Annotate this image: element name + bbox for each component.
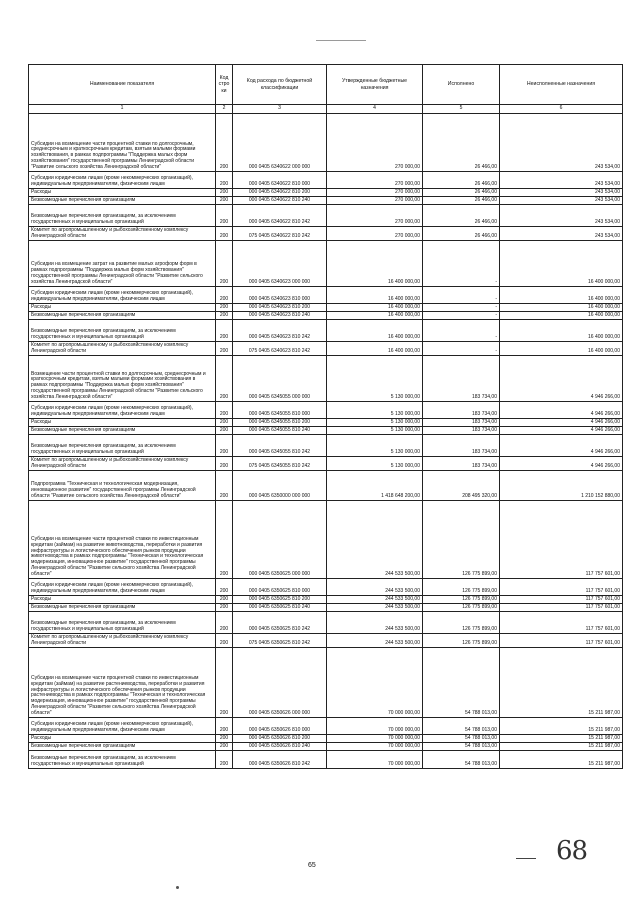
row-name: Безвозмездные перечисления организациям [29,312,216,320]
row-name: Безвозмездные перечисления организациям, за исключением государственных и муниципальных организаций [29,751,216,769]
row-approved: 70 000 000,00 [327,648,423,718]
row-executed: 54 788 013,00 [423,718,500,735]
col-number: 4 [327,105,423,114]
row-unexecuted: 15 211 987,00 [500,648,623,718]
row-unexecuted: 243 534,00 [500,197,623,205]
row-unexecuted: 16 400 000,00 [500,312,623,320]
row-name: Возмещение части процентной ставки по долгосрочным, среднесрочным и краткосрочным кредитам, взятым малыми формами хозяйствования в рамках подпрограммы "Поддержка малых форм хозяйствования" государственной программы Ленинградской области "Развитие сельского хозяйства Ленинградской области" [29,356,216,402]
row-unexecuted: 16 400 000,00 [500,287,623,304]
row-expense-code: 000 0405 6350625 810 240 [233,604,327,612]
row-approved: 70 000 000,00 [327,718,423,735]
row-name: Субсидии юридическим лицам (кроме некоммерческих организаций), индивидуальным предпринимателям, физическим лицам [29,718,216,735]
row-approved: 270 000,00 [327,197,423,205]
row-line-code: 200 [216,579,233,596]
row-unexecuted: 16 400 000,00 [500,320,623,342]
row-unexecuted: 117 757 601,00 [500,579,623,596]
row-expense-code: 075 0405 6350625 810 242 [233,634,327,648]
row-approved: 270 000,00 [327,172,423,189]
row-name: Расходы [29,735,216,743]
row-executed: 126 775 899,00 [423,501,500,579]
row-executed: - [423,312,500,320]
row-approved: 5 130 000,00 [327,402,423,419]
row-approved: 244 533 500,00 [327,604,423,612]
row-line-code: 200 [216,457,233,471]
header-unexecuted: Неисполненные назначения [500,65,623,105]
row-expense-code: 000 0405 6350626 810 200 [233,735,327,743]
table-row [29,612,623,634]
row-approved: 16 400 000,00 [327,304,423,312]
header-line-code: Код стро ки [216,65,233,105]
row-name: Комитет по агропромышленному и рыбохозяйственному комплексу Ленинградской области [29,634,216,648]
row-unexecuted: 243 534,00 [500,189,623,197]
row-expense-code: 000 0405 6340623 810 200 [233,304,327,312]
row-expense-code: 000 0405 6350625 810 242 [233,612,327,634]
row-unexecuted: 1 210 152 880,00 [500,471,623,501]
row-approved: 70 000 000,00 [327,743,423,751]
row-executed: 183 734,00 [423,419,500,427]
table-row [29,312,623,320]
col-number: 1 [29,105,216,114]
row-approved: 70 000 000,00 [327,735,423,743]
table-row [29,304,623,312]
row-executed: 54 788 013,00 [423,648,500,718]
table-row [29,356,623,402]
row-unexecuted: 4 946 266,00 [500,356,623,402]
table-row [29,241,623,287]
row-name: Безвозмездные перечисления организациям, за исключением государственных и муниципальных организаций [29,612,216,634]
row-name: Субсидии юридическим лицам (кроме некоммерческих организаций), индивидуальным предпринимателям, физическим лицам [29,579,216,596]
row-executed: - [423,342,500,356]
row-expense-code: 000 0405 6350625 810 200 [233,596,327,604]
row-name: Безвозмездные перечисления организациям [29,604,216,612]
row-expense-code: 000 0405 6350625 810 000 [233,579,327,596]
row-executed: 26 466,00 [423,114,500,172]
row-name: Субсидии на возмещение части процентной ставки по инвестиционным кредитам (займам) на развитие растениеводства, переработки и развития инфраструктуры и логистического обеспечения рынков продукции растениеводства в рамках подпрограммы "Техническая и технологическая модернизация, инновационное развитие" государственной программы Ленинградской области "Развитие сельского хозяйства Ленинградской области" [29,648,216,718]
row-expense-code: 000 0405 6340623 810 240 [233,312,327,320]
col-number: 6 [500,105,623,114]
row-unexecuted: 243 534,00 [500,227,623,241]
row-line-code: 200 [216,604,233,612]
row-line-code: 200 [216,287,233,304]
row-name: Расходы [29,189,216,197]
row-expense-code: 000 0405 6340622 810 200 [233,189,327,197]
row-line-code: 200 [216,205,233,227]
row-line-code: 200 [216,114,233,172]
header-executed: Исполнено [423,65,500,105]
row-expense-code: 000 0405 6340623 810 000 [233,287,327,304]
row-line-code: 200 [216,172,233,189]
row-approved: 70 000 000,00 [327,751,423,769]
row-expense-code: 000 0405 6345055 810 200 [233,419,327,427]
row-executed: 26 466,00 [423,197,500,205]
handwritten-page-stamp: 68 [556,836,588,866]
budget-execution-table [28,64,623,769]
row-unexecuted: 4 946 266,00 [500,402,623,419]
row-approved: 5 130 000,00 [327,457,423,471]
table-row [29,457,623,471]
row-line-code: 200 [216,648,233,718]
row-line-code: 200 [216,743,233,751]
row-expense-code: 000 0405 6345055 810 000 [233,402,327,419]
row-unexecuted: 15 211 987,00 [500,718,623,735]
row-approved: 16 400 000,00 [327,312,423,320]
row-executed: 208 495 320,00 [423,471,500,501]
row-name: Комитет по агропромышленному и рыбохозяйственному комплексу Ленинградской области [29,342,216,356]
row-approved: 16 400 000,00 [327,287,423,304]
row-unexecuted: 16 400 000,00 [500,342,623,356]
table-row [29,419,623,427]
table-row [29,579,623,596]
col-number: 3 [233,105,327,114]
row-approved: 244 533 500,00 [327,579,423,596]
row-expense-code: 075 0405 6345055 810 242 [233,457,327,471]
table-row [29,427,623,435]
page-number: 65 [308,862,316,869]
row-expense-code: 000 0405 6340623 000 000 [233,241,327,287]
table-row [29,751,623,769]
row-executed: 183 734,00 [423,402,500,419]
row-executed: 26 466,00 [423,205,500,227]
table-row [29,634,623,648]
row-name: Субсидии юридическим лицам (кроме некоммерческих организаций), индивидуальным предпринимателям, физическим лицам [29,287,216,304]
pen-mark [516,858,536,859]
row-name: Расходы [29,596,216,604]
row-expense-code: 000 0405 6350625 000 000 [233,501,327,579]
row-expense-code: 075 0405 6340622 810 242 [233,227,327,241]
row-name: Субсидии на возмещение затрат на развитие малых агроформ форм в рамках подпрограммы "Поддержка малых форм хозяйствования" государственной программы Ленинградской области "Развитие сельского хозяйства Ленинградской области" [29,241,216,287]
table-row [29,320,623,342]
row-executed: - [423,241,500,287]
row-name: Безвозмездные перечисления организациям [29,743,216,751]
col-number: 2 [216,105,233,114]
scan-speck [176,886,179,889]
column-number-row [29,105,623,114]
row-approved: 16 400 000,00 [327,342,423,356]
row-approved: 244 533 500,00 [327,634,423,648]
row-line-code: 200 [216,435,233,457]
table-row [29,648,623,718]
row-approved: 5 130 000,00 [327,356,423,402]
row-expense-code: 075 0405 6340623 810 242 [233,342,327,356]
row-line-code: 200 [216,189,233,197]
row-approved: 244 533 500,00 [327,612,423,634]
header-approved: Утвержденные бюджетные назначения [327,65,423,105]
row-unexecuted: 15 211 987,00 [500,743,623,751]
row-line-code: 200 [216,612,233,634]
row-line-code: 200 [216,471,233,501]
row-expense-code: 000 0405 6350626 810 242 [233,751,327,769]
row-unexecuted: 117 757 601,00 [500,612,623,634]
table-row [29,718,623,735]
row-approved: 5 130 000,00 [327,419,423,427]
row-expense-code: 000 0405 6340622 000 000 [233,114,327,172]
row-expense-code: 000 0405 6340622 810 242 [233,205,327,227]
row-unexecuted: 15 211 987,00 [500,735,623,743]
row-name: Подпрограмма "Техническая и технологическая модернизация, инновационное развитие" государственной программы Ленинградской области "Развитие сельского хозяйства Ленинградской области" [29,471,216,501]
row-approved: 5 130 000,00 [327,427,423,435]
row-name: Субсидии на возмещение части процентной ставки по инвестиционным кредитам (займам) на развитие животноводства, переработки и развития инфраструктуры и логистического обеспечения рынков продукции животноводства в рамках подпрограммы "Техническая и технологическая модернизация, инновационное развитие" государственной программы Ленинградской области "Развитие сельского хозяйства Ленинградской области" [29,501,216,579]
row-expense-code: 000 0405 6350626 810 240 [233,743,327,751]
row-unexecuted: 4 946 266,00 [500,435,623,457]
row-unexecuted: 4 946 266,00 [500,427,623,435]
row-line-code: 200 [216,320,233,342]
row-executed: 183 734,00 [423,356,500,402]
table-row [29,189,623,197]
row-executed: 54 788 013,00 [423,735,500,743]
row-line-code: 200 [216,304,233,312]
row-executed: - [423,304,500,312]
row-executed: 26 466,00 [423,189,500,197]
table-row [29,172,623,189]
row-executed: - [423,287,500,304]
row-name: Субсидии на возмещение части процентной ставки по долгосрочным, среднесрочным и краткосрочным кредитам, взятым малыми формами хозяйствования, в рамках подпрограммы "Поддержка малых форм хозяйствования" государственной программы Ленинградской области "Развитие сельского хозяйства Ленинградской области" [29,114,216,172]
row-name: Расходы [29,419,216,427]
row-executed: 183 734,00 [423,427,500,435]
table-row [29,197,623,205]
row-executed: 54 788 013,00 [423,751,500,769]
table-row [29,735,623,743]
row-line-code: 200 [216,312,233,320]
row-approved: 244 533 500,00 [327,596,423,604]
row-approved: 1 418 648 200,00 [327,471,423,501]
row-line-code: 200 [216,227,233,241]
row-executed: 26 466,00 [423,227,500,241]
table-row [29,205,623,227]
row-unexecuted: 117 757 601,00 [500,634,623,648]
row-line-code: 200 [216,197,233,205]
row-unexecuted: 16 400 000,00 [500,241,623,287]
table-row [29,743,623,751]
table-row [29,114,623,172]
row-executed: 126 775 899,00 [423,579,500,596]
row-line-code: 200 [216,241,233,287]
row-expense-code: 000 0405 6345055 000 000 [233,356,327,402]
row-unexecuted: 15 211 987,00 [500,751,623,769]
row-expense-code: 000 0405 6350626 000 000 [233,648,327,718]
table-row [29,604,623,612]
row-unexecuted: 117 757 601,00 [500,604,623,612]
row-approved: 16 400 000,00 [327,241,423,287]
row-executed: 126 775 899,00 [423,604,500,612]
row-approved: 270 000,00 [327,205,423,227]
row-unexecuted: 16 400 000,00 [500,304,623,312]
row-name: Расходы [29,304,216,312]
table-row [29,501,623,579]
row-unexecuted: 243 534,00 [500,205,623,227]
row-approved: 244 533 500,00 [327,501,423,579]
row-unexecuted: 243 534,00 [500,114,623,172]
row-executed: 26 466,00 [423,172,500,189]
row-line-code: 200 [216,718,233,735]
row-executed: 126 775 899,00 [423,612,500,634]
row-expense-code: 000 0405 6345055 810 240 [233,427,327,435]
row-name: Безвозмездные перечисления организациям, за исключением государственных и муниципальных организаций [29,320,216,342]
row-approved: 270 000,00 [327,114,423,172]
row-name: Безвозмездные перечисления организациям, за исключением государственных и муниципальных организаций [29,205,216,227]
row-executed: 183 734,00 [423,457,500,471]
row-line-code: 200 [216,735,233,743]
row-expense-code: 000 0405 6340622 810 240 [233,197,327,205]
row-approved: 270 000,00 [327,189,423,197]
row-executed: - [423,320,500,342]
row-executed: 126 775 899,00 [423,596,500,604]
table-row [29,596,623,604]
header-indicator-name: Наименование показателя [29,65,216,105]
row-name: Комитет по агропромышленному и рыбохозяйственному комплексу Ленинградской области [29,227,216,241]
row-line-code: 200 [216,427,233,435]
row-name: Комитет по агропромышленному и рыбохозяйственному комплексу Ленинградской области [29,457,216,471]
table-row [29,435,623,457]
table-row [29,287,623,304]
table-row [29,342,623,356]
header-row [29,65,623,105]
row-approved: 5 130 000,00 [327,435,423,457]
row-line-code: 200 [216,402,233,419]
row-expense-code: 000 0405 6350000 000 000 [233,471,327,501]
row-unexecuted: 117 757 601,00 [500,501,623,579]
row-line-code: 200 [216,596,233,604]
row-expense-code: 000 0405 6340622 810 000 [233,172,327,189]
row-line-code: 200 [216,342,233,356]
row-approved: 270 000,00 [327,227,423,241]
row-unexecuted: 4 946 266,00 [500,457,623,471]
row-unexecuted: 4 946 266,00 [500,419,623,427]
row-unexecuted: 117 757 601,00 [500,596,623,604]
row-line-code: 200 [216,634,233,648]
row-line-code: 200 [216,419,233,427]
row-expense-code: 000 0405 6340623 810 242 [233,320,327,342]
row-name: Субсидии юридическим лицам (кроме некоммерческих организаций), индивидуальным предпринимателям, физическим лицам [29,172,216,189]
row-name: Субсидии юридическим лицам (кроме некоммерческих организаций), индивидуальным предпринимателям, физическим лицам [29,402,216,419]
row-line-code: 200 [216,501,233,579]
table-row [29,402,623,419]
row-name: Безвозмездные перечисления организациям [29,427,216,435]
row-name: Безвозмездные перечисления организациям [29,197,216,205]
row-name: Безвозмездные перечисления организациям, за исключением государственных и муниципальных организаций [29,435,216,457]
row-expense-code: 000 0405 6345055 810 242 [233,435,327,457]
row-unexecuted: 243 534,00 [500,172,623,189]
col-number: 5 [423,105,500,114]
table-row [29,227,623,241]
table-row [29,471,623,501]
row-executed: 126 775 899,00 [423,634,500,648]
top-rule [316,40,366,41]
row-executed: 183 734,00 [423,435,500,457]
row-line-code: 200 [216,356,233,402]
header-expense-code: Код расхода по бюджетной классификации [233,65,327,105]
row-line-code: 200 [216,751,233,769]
row-executed: 54 788 013,00 [423,743,500,751]
row-expense-code: 000 0405 6350626 810 000 [233,718,327,735]
row-approved: 16 400 000,00 [327,320,423,342]
